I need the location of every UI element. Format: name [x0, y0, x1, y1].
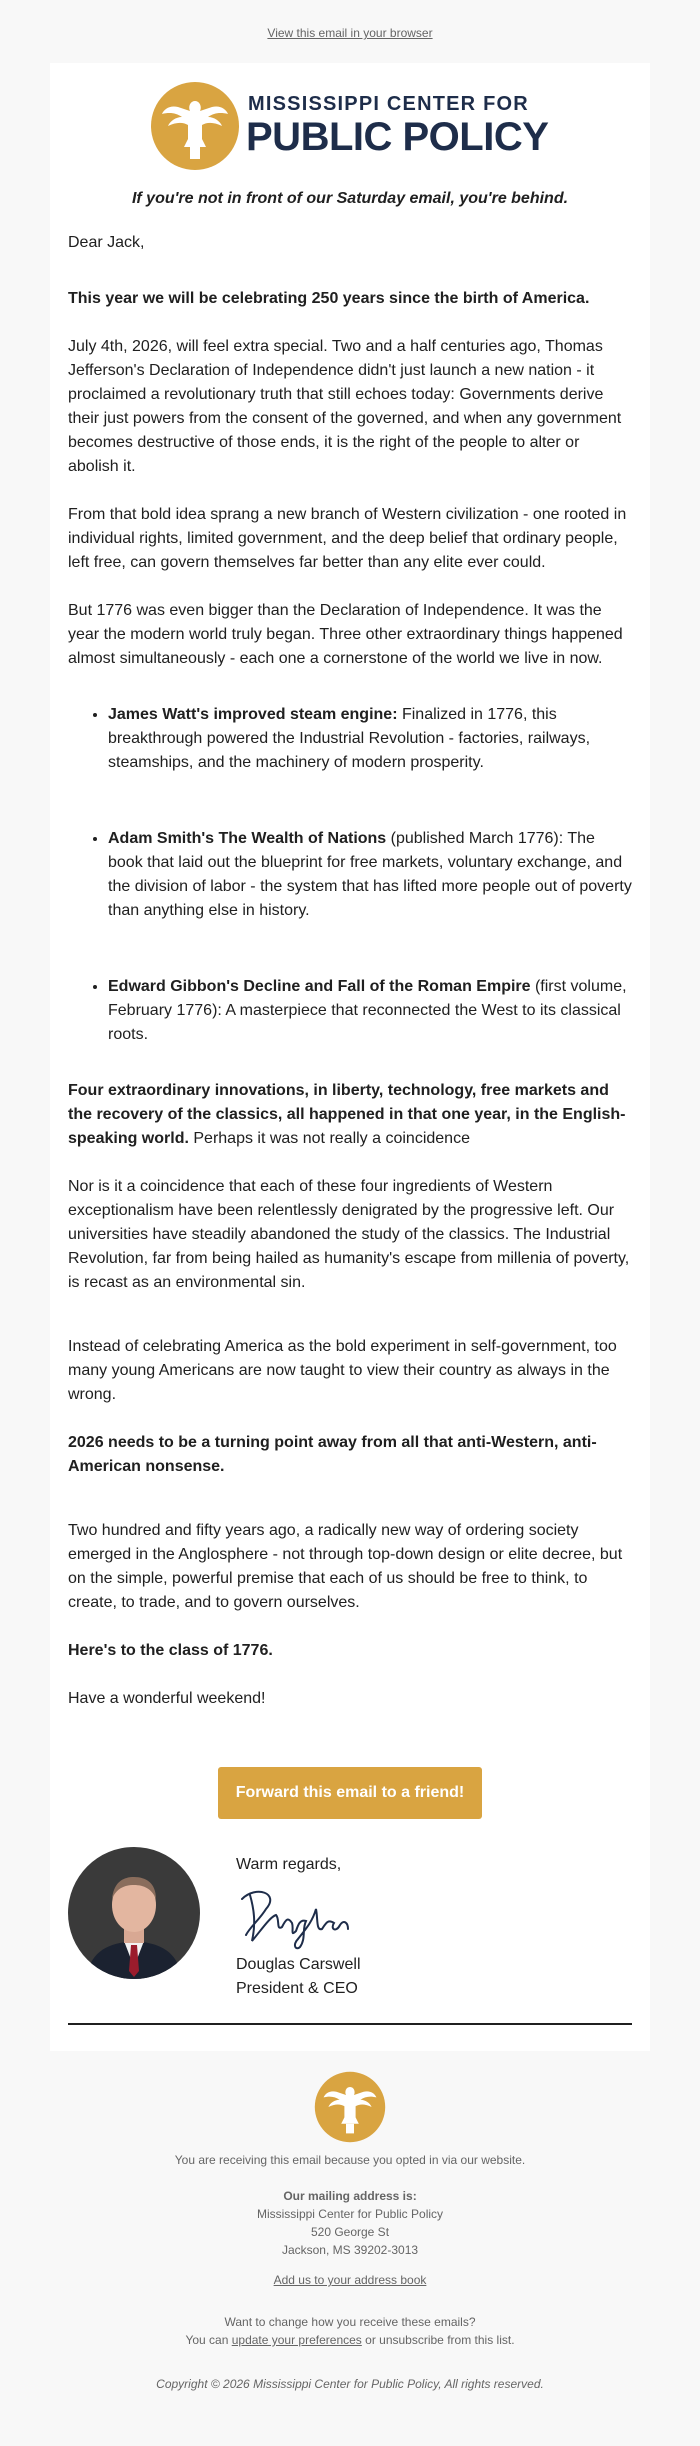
paragraph-coincidence: Nor is it a coincidence that each of these four ingredients of Western exceptionalism have been relentlessly denigrated by the progressive left. Our universities have steadily abandoned the study of the classics. The Industrial Revolution, far from being hailed as humanity's escape from millenia of poverty, is recast as an environmental sin. — [68, 1178, 630, 1291]
email-card — [50, 63, 650, 2051]
list-item-bold: James Watt's improved steam engine: — [108, 706, 398, 723]
view-in-browser-link[interactable]: View this email in your browser — [267, 26, 433, 40]
paragraph-weekend: Have a wonderful weekend! — [68, 1690, 266, 1707]
cornerstones-list — [68, 703, 632, 775]
paragraph-four-innovations — [68, 1079, 632, 1151]
avatar — [68, 1847, 200, 1979]
signer-title: President & CEO — [236, 1980, 358, 1997]
four-bold: Four extraordinary innovations, in liberty, technology, free markets and the recovery of the classics, all happened in that one year, in the English-speaking world. — [68, 1082, 626, 1147]
paragraph-class-1776: Here's to the class of 1776. — [68, 1642, 273, 1659]
preferences-suffix: or unsubscribe from this list. — [361, 2333, 515, 2347]
paragraph-young-americans: Instead of celebrating America as the bold experiment in self-government, too many young Americans are now taught to view their country as always in the wrong. — [68, 1338, 617, 1403]
email-body — [68, 183, 632, 1711]
signature-block — [236, 1853, 366, 2001]
eagle-seal-icon — [314, 2071, 386, 2143]
mailing-city: Jackson, MS 39202-3013 — [281, 2243, 419, 2257]
list-item-bold: Adam Smith's The Wealth of Nations — [108, 830, 387, 847]
greeting: Dear Jack, — [68, 234, 145, 251]
mailing-heading: Our mailing address is: — [283, 2189, 417, 2203]
list-item-text: (first volume, February 1776): A masterpiece that reconnected the West to its classical roots. — [108, 978, 627, 1043]
cornerstones-list — [68, 975, 632, 1047]
handwritten-signature — [236, 1879, 366, 1953]
mcpp-logo — [150, 79, 550, 175]
copyright: Copyright © 2026 Mississippi Center for Public Policy, All rights reserved. — [156, 2377, 544, 2391]
cornerstones-list — [68, 827, 632, 923]
preferences-prefix: You can — [185, 2333, 232, 2347]
list-item — [108, 975, 632, 1047]
signer-name: Douglas Carswell — [236, 1956, 361, 1973]
list-item — [108, 827, 632, 923]
view-in-browser-bar — [0, 0, 700, 62]
list-item-bold: Edward Gibbon's Decline and Fall of the Roman Empire — [108, 978, 531, 995]
add-to-address-book-link[interactable]: Add us to your address book — [273, 2273, 427, 2287]
paragraph-western-civ: From that bold idea sprang a new branch of Western civilization - one rooted in individual rights, limited government, and the deep belief that ordinary people, left free, can govern themselves far better than any elite ever could. — [68, 506, 627, 571]
closing: Warm regards, — [236, 1856, 342, 1873]
paragraph-anglosphere: Two hundred and fifty years ago, a radically new way of ordering society emerged in the Anglosphere - not through top-down design or elite decree, but on the simple, powerful premise that each of us should be free to think, to create, to trade, and to govern ourselves. — [68, 1522, 623, 1611]
mailing-org: Mississippi Center for Public Policy — [256, 2207, 444, 2221]
list-item-text: (published March 1776): The book that laid out the blueprint for free markets, voluntary exchange, and the division of labor - the system that has lifted more people out of poverty than anything else in history. — [108, 830, 632, 919]
four-text: Perhaps it was not really a coincidence — [188, 1130, 470, 1147]
list-item — [108, 703, 632, 775]
logo-line-1: MISSISSIPPI CENTER FOR — [248, 93, 529, 115]
tagline: If you're not in front of our Saturday email, you're behind. — [131, 190, 569, 207]
mailing-street: 520 George St — [310, 2225, 390, 2239]
paragraph-1776: But 1776 was even bigger than the Declaration of Independence. It was the year the modern world truly began. Three other extraordinary things happened almost simultaneously - each one a cornerstone of the world we live in now. — [68, 602, 623, 667]
change-question: Want to change how you receive these emails? — [224, 2315, 476, 2329]
headline: This year we will be celebrating 250 years since the birth of America. — [68, 290, 590, 307]
divider — [68, 2023, 632, 2025]
paragraph-turning-point: 2026 needs to be a turning point away from all that anti-Western, anti-American nonsense. — [68, 1434, 597, 1475]
forward-email-button[interactable]: Forward this email to a friend! — [218, 1767, 482, 1819]
list-item-text: Finalized in 1776, this breakthrough powered the Industrial Revolution - factories, railways, steamships, and the machinery of modern prosperity. — [108, 706, 591, 771]
update-preferences-link[interactable]: update your preferences — [231, 2333, 362, 2347]
preferences-line — [0, 2331, 700, 2349]
opt-in-reason: You are receiving this email because you opted in via our website. — [174, 2153, 526, 2167]
eagle-seal-icon — [150, 81, 240, 171]
logo-line-2: PUBLIC POLICY — [246, 115, 549, 159]
paragraph-declaration: July 4th, 2026, will feel extra special. Two and a half centuries ago, Thomas Jefferson's Declaration of Independence didn't just launch a new nation - it proclaimed a revolutionary truth that still echoes today: Governments derive their just powers from the consent of the governed, and when any government becomes destructive of those ends, it is the right of the people to alter or abolish it. — [68, 338, 622, 475]
email-footer — [0, 2051, 700, 2393]
